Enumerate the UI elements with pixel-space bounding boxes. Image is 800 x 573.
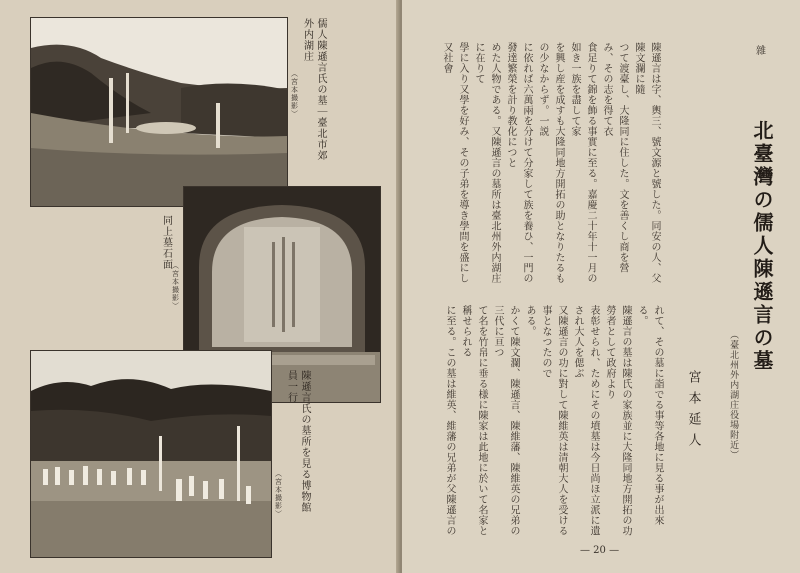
- body-column: 又陳遜言の功に對して陳維英は清朝大人を受ける事となつたので: [540, 305, 567, 536]
- page-number: [580, 545, 619, 556]
- body-column: 學に入り又學を好み、その子弟を導き學問を盛にし又社會: [441, 42, 468, 284]
- section-mark-text: 雜: [753, 45, 765, 56]
- body-column: 陳遜言の墓は陳氏の家族並に大隆同地方開拓の功勞者として政府より: [604, 305, 631, 536]
- photo1-credit: [289, 70, 298, 150]
- article-subtitle: [727, 330, 739, 480]
- right-page: [402, 0, 800, 573]
- photo2-credit: [170, 262, 179, 322]
- body-column: に至る。この墓は維英、維藩の兄弟が父陳遜言の: [444, 305, 455, 536]
- article-subtitle-text: （臺北州外内湖庄役場附近）: [728, 330, 739, 460]
- body-column: て名を竹帛に垂る様に陳家は此地に於いて名家と稱せられる: [460, 305, 487, 536]
- article-title: [748, 120, 775, 460]
- body-column: れて、その墓に詣でる事等各地に見る事が出來る。: [636, 305, 663, 526]
- left-page: [0, 0, 398, 573]
- photo3-caption-text: 陳遜言氏の墓所を見る博物館員一行: [285, 370, 310, 513]
- photo2-caption-text: 同上墓石面: [160, 215, 172, 270]
- photo2-credit-text: （宮本撮影）: [171, 262, 180, 310]
- grave-hillside-image: [31, 18, 287, 206]
- article-author: [684, 370, 702, 520]
- body-text-lower: [440, 305, 665, 540]
- photo3-credit: [273, 470, 282, 530]
- body-column: 食足りて錦を飾る事實に至る。嘉慶二十年十一月の如き一族を盡して家: [569, 42, 596, 284]
- photo3-credit-text: （宮本撮影）: [274, 470, 283, 518]
- article-title-text: 北臺灣の儒人陳遜言の墓: [750, 120, 774, 373]
- photo1-caption-text: 儒人陳遜言氏の墓｜臺北市郊外内湖庄: [301, 18, 326, 161]
- photo1-credit-text: （宮本撮影）: [290, 70, 299, 118]
- section-mark: [752, 45, 766, 56]
- page-number-text: — 20 —: [580, 545, 620, 556]
- museum-group-image: [31, 351, 271, 557]
- body-column: かくて陳文瀾、陳遜言、陳維藩、陳維英の兄弟の三代に亘つ: [492, 305, 519, 536]
- photo-museum-group: [30, 350, 272, 558]
- body-text-upper: [440, 42, 662, 287]
- body-column: を興し産を成すも大隆同地方開拓の助となりたるもの少なからず。一説: [537, 42, 564, 284]
- body-column: に依れば六萬兩を分けて分家して族を養ひ、一門の發達繁榮を計り教化につと: [505, 42, 532, 284]
- body-column: つて渡臺し、大隆同に住した。文を善くし商を營み、その志を得て衣: [601, 42, 628, 273]
- body-column: ある。: [524, 305, 535, 337]
- photo-grave-hillside: [30, 17, 288, 207]
- body-column: めた人物である。又陳遜言の墓所は臺北州外内湖庄に在りて: [473, 42, 500, 284]
- article-author-text: 宮本延人: [685, 370, 701, 454]
- photo1-caption: [300, 18, 327, 168]
- body-column: 表彰せられ、ためにその墳墓は今日尚ほ立派に遺され大人を偲ぶ: [572, 305, 599, 536]
- body-column: 陳遜言は字、輿三、號文源と號した。同安の人、父陳文瀾に隨: [633, 42, 660, 284]
- photo3-caption: [284, 370, 311, 520]
